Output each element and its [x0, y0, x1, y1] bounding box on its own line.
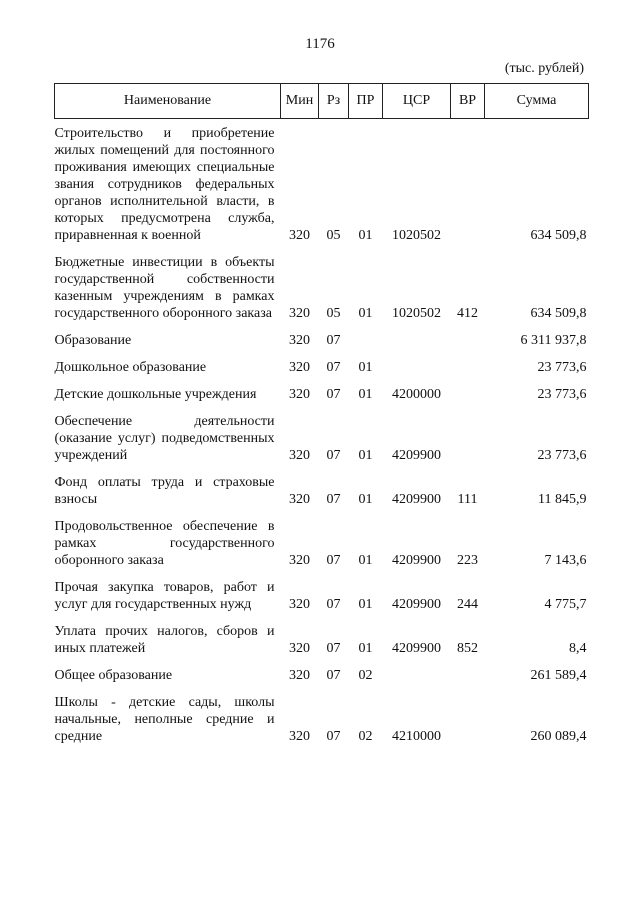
cell-sum: 8,4	[569, 641, 587, 656]
cell-pr: 01	[358, 641, 373, 656]
cell-vr: 244	[457, 597, 478, 612]
header-min: Мин	[281, 84, 319, 119]
cell-csr	[383, 349, 451, 376]
cell-pr: 02	[358, 668, 373, 683]
cell-csr: 4209900	[392, 492, 441, 507]
cell-name: Строительство и приобретение жилых помещений для постоянного проживания имеющих специальные звания сотрудников федеральных органов исполнительной власти, в которых предусмотрена служба, приравненная к военной	[54, 126, 275, 243]
cell-name: Продовольственное обеспечение в рамках государственного оборонного заказа	[54, 519, 275, 568]
cell-pr: 01	[358, 553, 373, 568]
cell-csr: 4209900	[392, 448, 441, 463]
cell-name: Дошкольное образование	[54, 360, 207, 375]
cell-name: Общее образование	[54, 668, 173, 683]
header-rz: Рз	[319, 84, 349, 119]
cell-sum: 261 589,4	[530, 668, 587, 683]
cell-sum: 7 143,6	[544, 553, 587, 568]
cell-csr: 4210000	[392, 729, 441, 744]
cell-vr	[451, 376, 485, 403]
cell-min: 320	[289, 553, 310, 568]
cell-rz: 07	[326, 668, 341, 683]
cell-name: Прочая закупка товаров, работ и услуг для государственных нужд	[54, 580, 275, 612]
cell-sum: 23 773,6	[537, 448, 587, 463]
cell-sum: 23 773,6	[537, 360, 587, 375]
table-row	[55, 376, 589, 403]
cell-rz: 07	[326, 448, 341, 463]
header-vr: ВР	[451, 84, 485, 119]
cell-sum: 634 509,8	[530, 306, 587, 321]
cell-pr: 01	[358, 492, 373, 507]
table-row	[55, 684, 589, 745]
cell-pr: 01	[358, 360, 373, 375]
header-sum: Сумма	[485, 84, 589, 119]
cell-name: Обеспечение деятельности (оказание услуг) подведомственных учреждений	[54, 414, 275, 463]
cell-rz: 07	[326, 597, 341, 612]
cell-vr	[451, 322, 485, 349]
cell-vr	[451, 119, 485, 245]
cell-name: Образование	[54, 333, 132, 348]
cell-pr: 01	[358, 448, 373, 463]
cell-name: Детские дошкольные учреждения	[54, 387, 257, 402]
cell-sum: 6 311 937,8	[520, 333, 587, 348]
cell-vr: 852	[457, 641, 478, 656]
cell-pr: 01	[358, 387, 373, 402]
cell-min: 320	[289, 729, 310, 744]
cell-vr	[451, 684, 485, 745]
cell-sum: 260 089,4	[530, 729, 587, 744]
cell-csr: 4209900	[392, 641, 441, 656]
cell-min: 320	[289, 448, 310, 463]
cell-min: 320	[289, 333, 310, 348]
header-pr: ПР	[349, 84, 383, 119]
cell-name: Школы - детские сады, школы начальные, неполные средние и средние	[54, 695, 275, 744]
table-header	[55, 84, 589, 119]
cell-vr: 111	[457, 492, 478, 507]
cell-csr	[383, 322, 451, 349]
cell-vr: 223	[457, 553, 478, 568]
cell-vr	[451, 657, 485, 684]
cell-min: 320	[289, 641, 310, 656]
cell-csr	[383, 657, 451, 684]
cell-min: 320	[289, 387, 310, 402]
cell-csr: 4200000	[392, 387, 441, 402]
cell-pr: 02	[358, 729, 373, 744]
cell-pr	[349, 322, 383, 349]
cell-vr: 412	[457, 306, 478, 321]
table-row	[55, 403, 589, 464]
cell-pr: 01	[358, 597, 373, 612]
cell-rz: 07	[326, 641, 341, 656]
cell-sum: 11 845,9	[538, 492, 587, 507]
cell-rz: 05	[326, 228, 341, 243]
table-row	[55, 657, 589, 684]
cell-rz: 07	[326, 492, 341, 507]
cell-min: 320	[289, 597, 310, 612]
table-row	[55, 569, 589, 613]
cell-rz: 07	[326, 729, 341, 744]
header-name: Наименование	[55, 84, 281, 119]
table-row	[55, 508, 589, 569]
cell-csr: 4209900	[392, 597, 441, 612]
cell-rz: 07	[326, 553, 341, 568]
table-row	[55, 613, 589, 657]
cell-rz: 05	[326, 306, 341, 321]
cell-name: Фонд оплаты труда и страховые взносы	[54, 475, 275, 507]
table-row	[55, 244, 589, 322]
cell-csr: 4209900	[392, 553, 441, 568]
cell-sum: 634 509,8	[530, 228, 587, 243]
cell-csr: 1020502	[392, 306, 441, 321]
cell-name: Уплата прочих налогов, сборов и иных платежей	[54, 624, 275, 656]
header-csr: ЦСР	[383, 84, 451, 119]
table-row	[55, 349, 589, 376]
cell-name: Бюджетные инвестиции в объекты государственной собственности казенным учреждениям в рамках государственного оборонного заказа	[54, 255, 275, 321]
cell-min: 320	[289, 228, 310, 243]
cell-min: 320	[289, 492, 310, 507]
cell-rz: 07	[326, 333, 341, 348]
cell-vr	[451, 403, 485, 464]
table-row	[55, 322, 589, 349]
page-number: 1176	[305, 36, 335, 52]
units-note: (тыс. рублей)	[504, 61, 584, 76]
cell-rz: 07	[326, 360, 341, 375]
cell-pr: 01	[358, 228, 373, 243]
cell-rz: 07	[326, 387, 341, 402]
cell-vr	[451, 349, 485, 376]
cell-min: 320	[289, 668, 310, 683]
cell-pr: 01	[358, 306, 373, 321]
cell-csr: 1020502	[392, 228, 441, 243]
table-row	[55, 464, 589, 508]
budget-table	[54, 83, 589, 745]
cell-sum: 23 773,6	[537, 387, 587, 402]
cell-min: 320	[289, 360, 310, 375]
cell-min: 320	[289, 306, 310, 321]
cell-sum: 4 775,7	[544, 597, 587, 612]
table-row	[55, 119, 589, 245]
